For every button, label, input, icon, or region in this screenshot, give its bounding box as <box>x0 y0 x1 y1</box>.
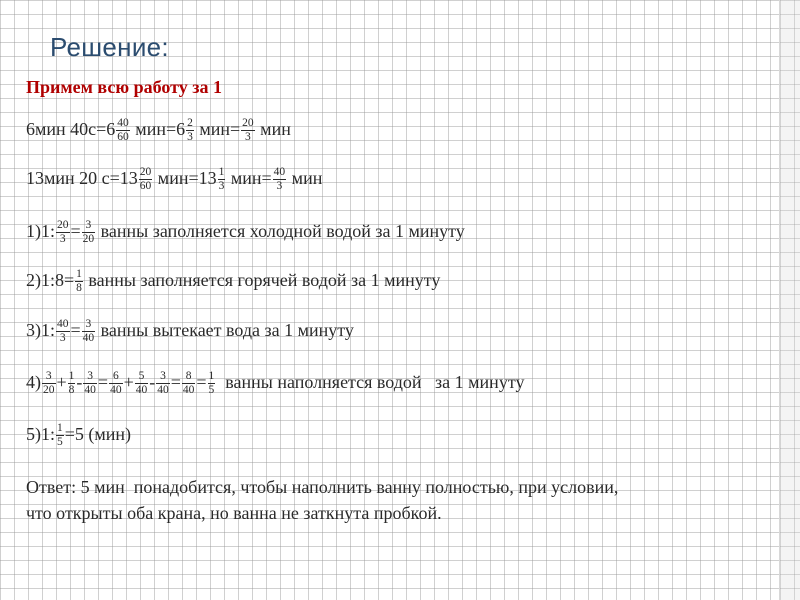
fraction <box>109 370 123 397</box>
operator: + <box>123 371 134 392</box>
operator: = <box>196 371 207 392</box>
text-segment: 2)1:8= <box>26 269 75 290</box>
fraction <box>75 268 83 295</box>
page-title: Решение: <box>50 32 169 62</box>
denominator: 3 <box>276 180 283 193</box>
numerator: 40 <box>116 117 130 131</box>
denominator: 3 <box>218 180 225 193</box>
denominator: 60 <box>139 180 152 193</box>
fraction <box>82 318 96 345</box>
right-border-strip <box>779 0 800 600</box>
text-segment: мин= <box>194 118 241 139</box>
denominator: 5 <box>57 436 63 449</box>
operator: - <box>76 371 83 392</box>
denominator: 3 <box>187 131 193 144</box>
fraction <box>186 117 194 144</box>
denominator: 60 <box>117 131 129 144</box>
text-segment: ванны заполняется горячей водой за 1 минуту <box>83 269 441 290</box>
text-segment: 5)1: <box>26 423 55 444</box>
numerator: 3 <box>42 370 56 384</box>
numerator: 3 <box>82 219 96 233</box>
denominator: 40 <box>110 384 122 397</box>
solution-step-3 <box>26 318 354 345</box>
fraction <box>273 166 287 193</box>
denominator: 40 <box>82 332 95 345</box>
text-segment: ванны вытекает вода за 1 минуту <box>96 319 354 340</box>
fraction <box>83 370 97 397</box>
denominator: 3 <box>59 332 66 345</box>
fraction <box>182 370 196 397</box>
operator: = <box>97 371 109 392</box>
text-segment: мин=6 <box>130 118 186 139</box>
numerator: 20 <box>241 117 255 131</box>
denominator: 20 <box>43 384 55 397</box>
fraction <box>56 318 70 345</box>
fraction <box>208 370 216 397</box>
numerator: 5 <box>135 370 149 384</box>
numerator: 1 <box>56 422 64 436</box>
conversion-line-1 <box>26 117 291 144</box>
text-segment: 6мин 40с=6 <box>26 118 116 139</box>
fraction <box>56 422 64 449</box>
numerator: 3 <box>156 370 170 384</box>
numerator: 6 <box>109 370 123 384</box>
text-segment: = <box>70 319 81 340</box>
numerator: 1 <box>218 166 226 180</box>
denominator: 8 <box>76 282 82 295</box>
text-segment: 13мин 20 с=13 <box>26 167 138 188</box>
text-segment: = <box>70 220 81 241</box>
answer-line-1: Ответ: 5 мин понадобится, чтобы наполнить ванну полностью, при условии, <box>26 477 619 497</box>
fraction <box>56 219 70 246</box>
fraction <box>116 117 130 144</box>
text-segment: ванны заполняется холодной водой за 1 минуту <box>96 220 465 241</box>
numerator: 3 <box>82 318 96 332</box>
solution-step-4 <box>26 370 524 397</box>
fraction <box>82 219 96 246</box>
denominator: 40 <box>157 384 169 397</box>
text-segment: 4) <box>26 371 41 392</box>
numerator: 2 <box>186 117 194 131</box>
fraction <box>139 166 153 193</box>
denominator: 40 <box>135 384 148 397</box>
conversion-line-2 <box>26 166 322 193</box>
text-segment: мин <box>287 167 323 188</box>
denominator: 8 <box>68 384 75 397</box>
denominator: 5 <box>208 384 215 397</box>
numerator: 3 <box>83 370 97 384</box>
fraction <box>218 166 226 193</box>
denominator: 40 <box>84 384 96 397</box>
numerator: 40 <box>273 166 287 180</box>
text-segment: 1)1: <box>26 220 55 241</box>
fraction <box>156 370 170 397</box>
fraction <box>42 370 56 397</box>
answer-line-2: что открыты оба крана, но ванна не заткнута пробкой. <box>26 503 442 524</box>
fraction <box>241 117 255 144</box>
numerator: 1 <box>68 370 76 384</box>
text-segment: мин <box>255 118 291 139</box>
operator: + <box>56 371 67 392</box>
text-segment: ванны наполняется водой за 1 минуту <box>216 371 525 392</box>
numerator: 8 <box>182 370 196 384</box>
denominator: 20 <box>82 233 95 246</box>
numerator: 1 <box>75 268 83 282</box>
answer-block <box>26 474 726 526</box>
text-segment: 3)1: <box>26 319 55 340</box>
numerator: 40 <box>56 318 70 332</box>
denominator: 3 <box>245 131 251 144</box>
fraction <box>135 370 149 397</box>
solution-step-2 <box>26 268 440 295</box>
subtitle: Примем всю работу за 1 <box>26 77 222 97</box>
solution-step-1 <box>26 219 465 246</box>
denominator: 40 <box>182 384 195 397</box>
text-segment: =5 (мин) <box>64 423 132 444</box>
text-segment: мин=13 <box>153 167 217 188</box>
solution-step-5 <box>26 422 131 449</box>
text-segment: мин= <box>226 167 272 188</box>
operator: = <box>170 371 181 392</box>
numerator: 20 <box>139 166 153 180</box>
numerator: 1 <box>208 370 216 384</box>
numerator: 20 <box>56 219 70 233</box>
fraction <box>68 370 76 397</box>
denominator: 3 <box>59 233 66 246</box>
operator: - <box>149 371 156 392</box>
